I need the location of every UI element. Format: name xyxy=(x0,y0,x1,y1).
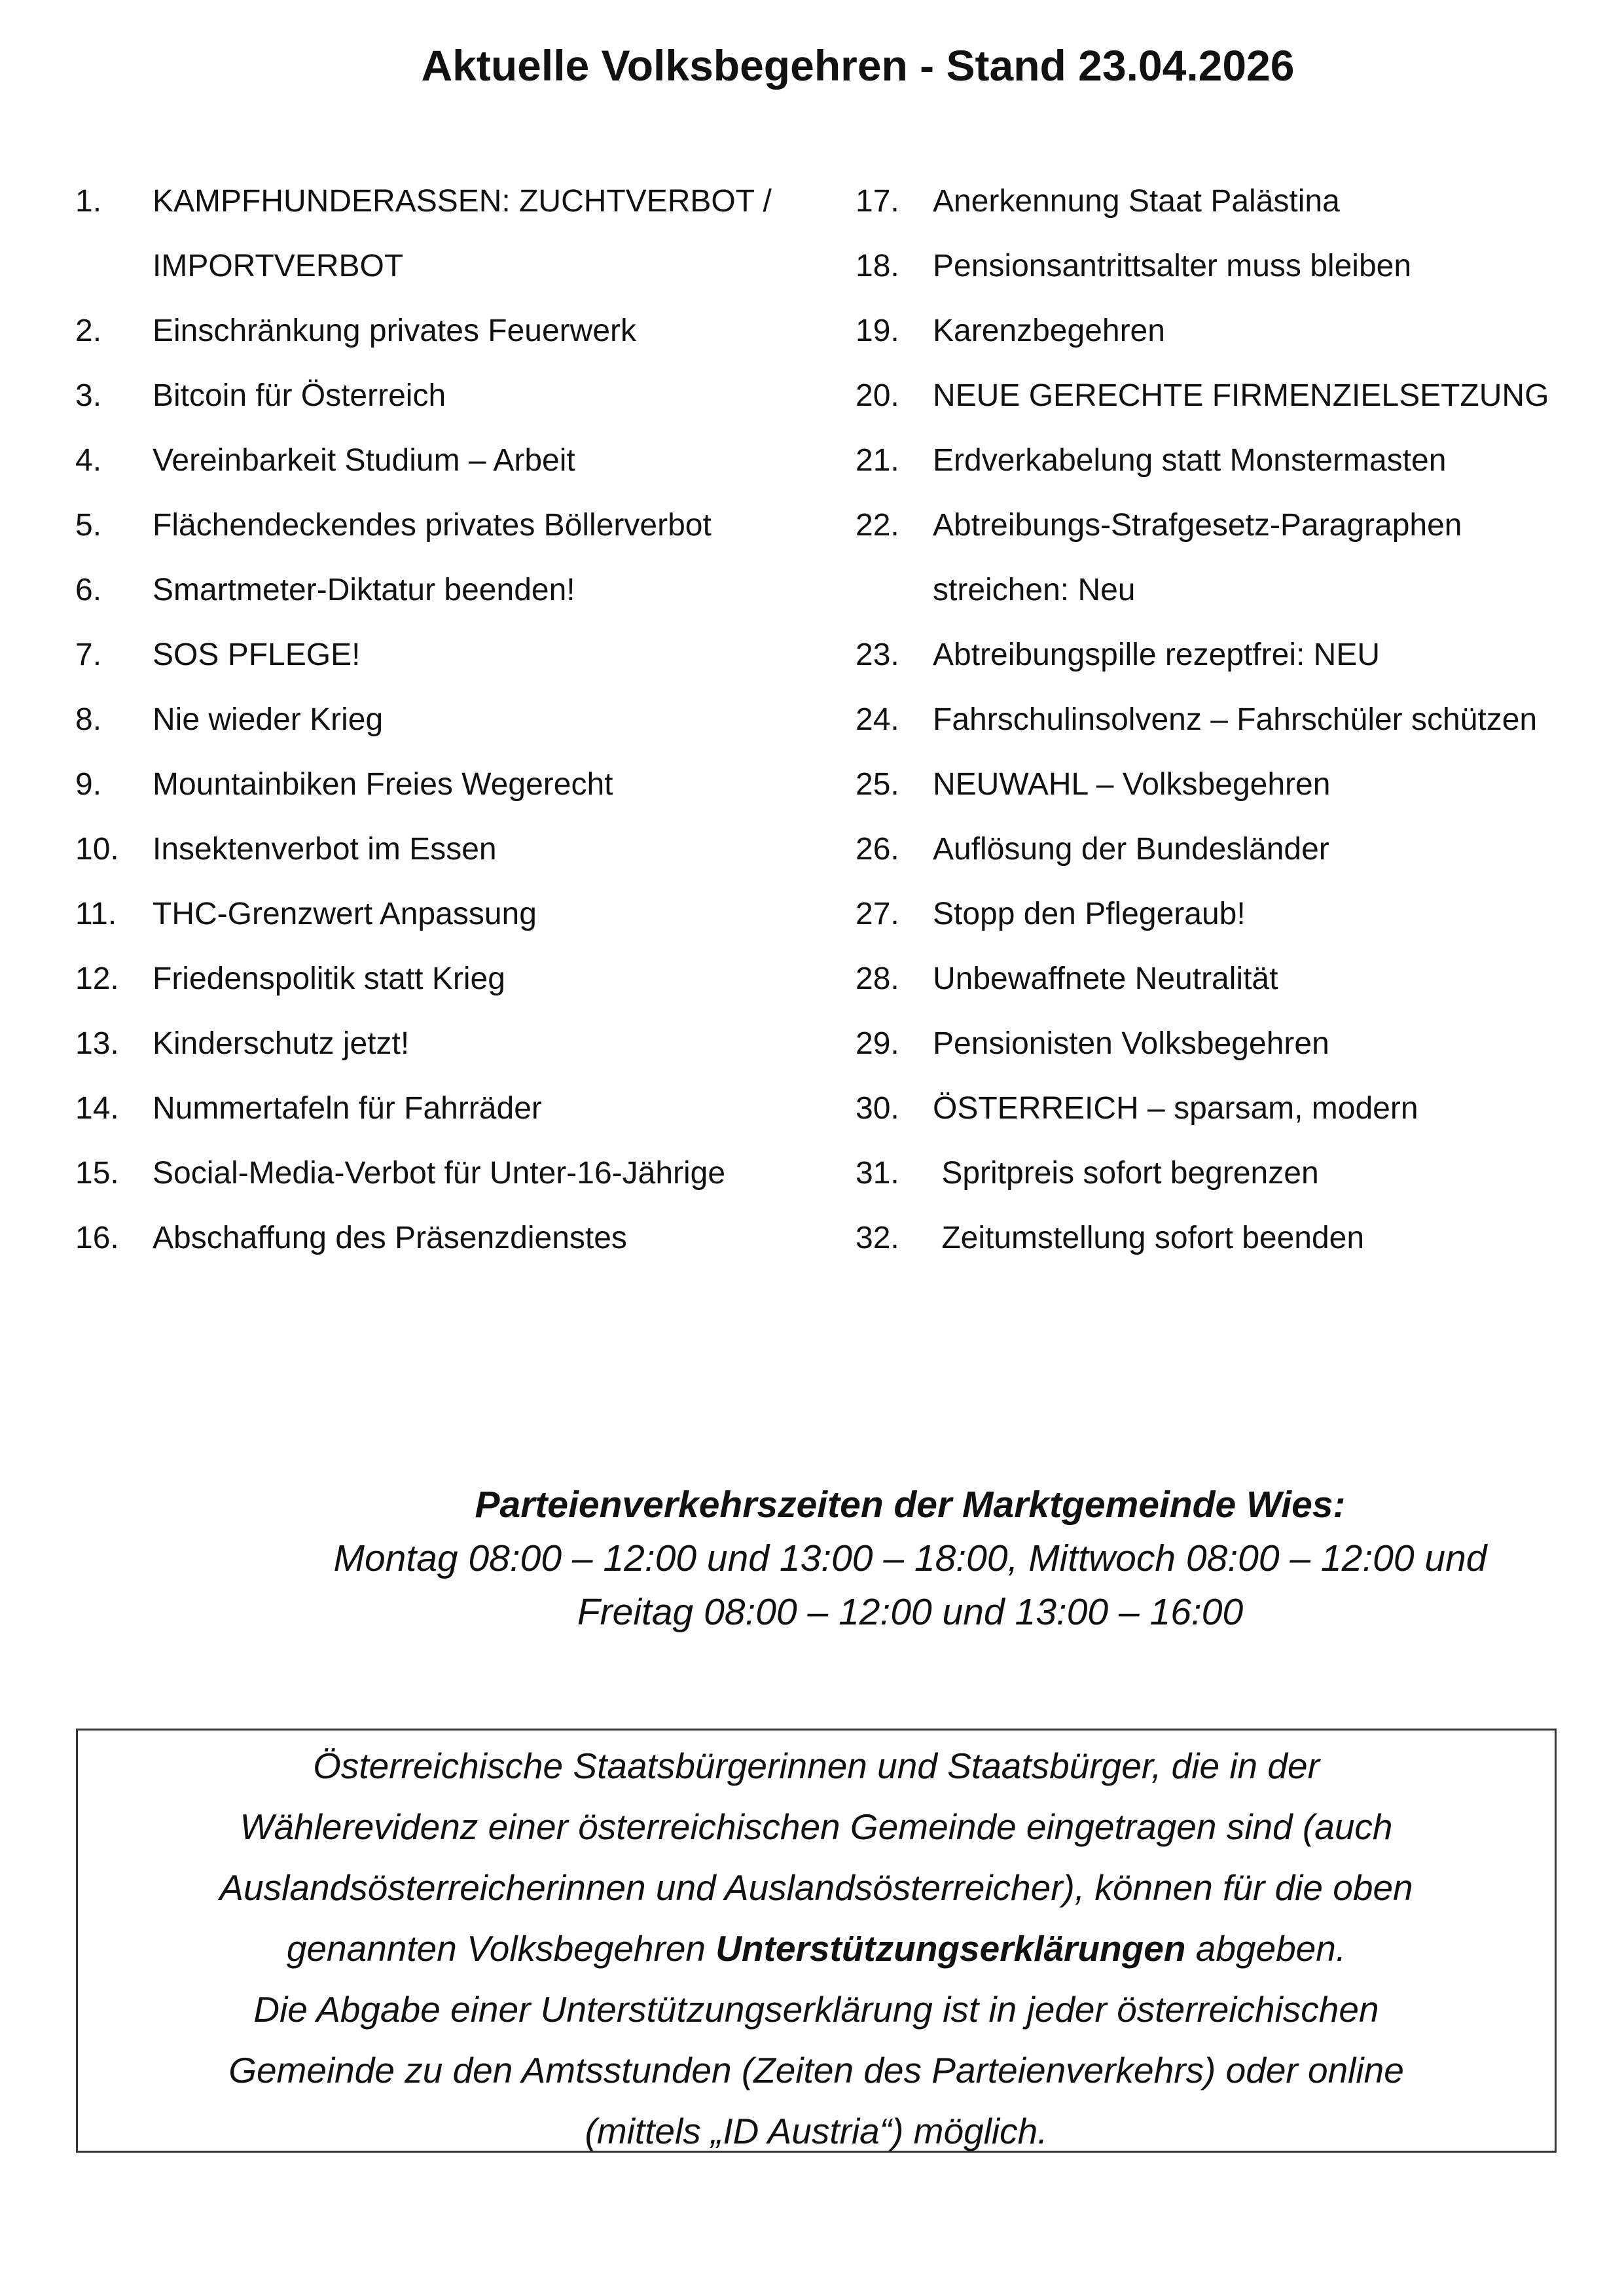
list-item xyxy=(75,882,821,946)
list-item xyxy=(75,428,821,493)
item-number: 4. xyxy=(75,443,102,478)
office-hours-line: Freitag 08:00 – 12:00 und 13:00 – 16:00 xyxy=(577,1591,1244,1633)
item-text: SOS PFLEGE! xyxy=(153,637,361,672)
list-item xyxy=(856,428,1608,493)
list-item xyxy=(75,1206,821,1270)
support-declaration-notice xyxy=(76,1729,1557,2153)
list-item xyxy=(856,1141,1608,1206)
item-number: 30. xyxy=(856,1091,899,1126)
item-text: Zeitumstellung sofort beenden xyxy=(933,1221,1365,1255)
notice-line: (mittels „ID Austria“) möglich. xyxy=(585,2111,1048,2151)
item-text: Auflösung der Bundesländer xyxy=(933,832,1329,867)
list-item xyxy=(75,298,821,363)
list-item xyxy=(856,234,1608,298)
item-number: 11. xyxy=(75,897,117,931)
notice-text: genannten Volksbegehren xyxy=(286,1928,716,1969)
item-text: Karenzbegehren xyxy=(933,314,1165,348)
item-number: 31. xyxy=(856,1156,899,1191)
item-number: 16. xyxy=(75,1221,119,1255)
list-item xyxy=(856,363,1608,428)
item-number: 14. xyxy=(75,1091,119,1126)
office-hours-line: Montag 08:00 – 12:00 und 13:00 – 18:00, Mittwoch 08:00 – 12:00 und xyxy=(333,1537,1487,1579)
item-number: 21. xyxy=(856,443,899,478)
list-item xyxy=(75,622,821,687)
item-number: 10. xyxy=(75,832,119,867)
notice-line: Auslandsösterreicherinnen und Auslandsösterreicher), können für die oben xyxy=(219,1867,1413,1908)
list-item xyxy=(856,298,1608,363)
item-number: 9. xyxy=(75,767,102,802)
item-number: 19. xyxy=(856,314,899,348)
notice-line: Wählerevidenz einer österreichischen Gemeinde eingetragen sind (auch xyxy=(240,1806,1393,1847)
item-number: 29. xyxy=(856,1026,899,1061)
item-text: Anerkennung Staat Palästina xyxy=(933,184,1340,219)
notice-text: abgeben. xyxy=(1185,1928,1346,1969)
item-text: Pensionsantrittsalter muss bleiben xyxy=(933,249,1412,283)
list-item xyxy=(856,946,1608,1011)
item-number: 18. xyxy=(856,249,899,283)
list-item xyxy=(856,493,1608,622)
list-item xyxy=(75,1011,821,1076)
item-text: Friedenspolitik statt Krieg xyxy=(153,961,505,996)
item-text: Flächendeckendes privates Böllerverbot xyxy=(153,508,712,543)
list-item xyxy=(856,1076,1608,1141)
item-text: Einschränkung privates Feuerwerk xyxy=(153,314,637,348)
list-item xyxy=(75,687,821,752)
notice-line: Die Abgabe einer Unterstützungserklärung ist in jeder österreichischen xyxy=(253,1989,1379,2030)
item-number: 24. xyxy=(856,702,899,737)
list-item xyxy=(856,752,1608,817)
volksbegehren-list-left xyxy=(75,169,821,1270)
item-text: Insektenverbot im Essen xyxy=(153,832,497,867)
list-item xyxy=(75,817,821,882)
list-item xyxy=(856,1206,1608,1270)
item-text: Nummertafeln für Fahrräder xyxy=(153,1091,542,1126)
list-item xyxy=(856,169,1608,234)
list-item xyxy=(75,169,821,298)
item-number: 22. xyxy=(856,508,899,543)
item-text: Abschaffung des Präsenzdienstes xyxy=(153,1221,627,1255)
item-text: Smartmeter-Diktatur beenden! xyxy=(153,573,575,607)
page-title: Aktuelle Volksbegehren - Stand 23.04.2026 xyxy=(421,41,1295,90)
list-item xyxy=(75,363,821,428)
item-number: 26. xyxy=(856,832,899,867)
office-hours xyxy=(196,1478,1624,1639)
item-number: 6. xyxy=(75,573,102,607)
office-hours-heading: Parteienverkehrszeiten der Marktgemeinde Wies: xyxy=(475,1484,1346,1526)
item-number: 12. xyxy=(75,961,119,996)
list-item xyxy=(856,687,1608,752)
notice-emphasis: Unterstützungserklärungen xyxy=(715,1928,1186,1969)
item-number: 20. xyxy=(856,378,899,413)
item-text: Bitcoin für Österreich xyxy=(153,378,446,413)
item-text: NEUE GERECHTE FIRMENZIELSETZUNG xyxy=(933,378,1549,413)
item-number: 2. xyxy=(75,314,102,348)
item-number: 23. xyxy=(856,637,899,672)
notice-line xyxy=(78,1918,1555,1979)
item-text: Unbewaffnete Neutralität xyxy=(933,961,1278,996)
item-number: 13. xyxy=(75,1026,119,1061)
item-number: 7. xyxy=(75,637,102,672)
item-text: Abtreibungs-Strafgesetz-Paragraphen streichen: Neu xyxy=(933,508,1462,607)
item-text: Mountainbiken Freies Wegerecht xyxy=(153,767,613,802)
item-number: 27. xyxy=(856,897,899,931)
item-number: 15. xyxy=(75,1156,119,1191)
item-number: 5. xyxy=(75,508,102,543)
list-item xyxy=(75,1141,821,1206)
item-text: Social-Media-Verbot für Unter-16-Jährige xyxy=(153,1156,726,1191)
item-text: Fahrschulinsolvenz – Fahrschüler schützen xyxy=(933,702,1538,737)
list-item xyxy=(75,752,821,817)
notice-line: Österreichische Staatsbürgerinnen und Staatsbürger, die in der xyxy=(313,1746,1320,1786)
item-text: Spritpreis sofort begrenzen xyxy=(933,1156,1319,1191)
item-number: 32. xyxy=(856,1221,899,1255)
list-item xyxy=(75,493,821,558)
list-item xyxy=(75,1076,821,1141)
list-item xyxy=(75,558,821,622)
item-text: Kinderschutz jetzt! xyxy=(153,1026,410,1061)
item-number: 1. xyxy=(75,184,102,219)
list-item xyxy=(856,817,1608,882)
item-number: 8. xyxy=(75,702,102,737)
item-number: 25. xyxy=(856,767,899,802)
item-text: KAMPFHUNDERASSEN: ZUCHTVERBOT / IMPORTVERBOT xyxy=(153,184,772,283)
list-item xyxy=(856,622,1608,687)
item-text: Erdverkabelung statt Monstermasten xyxy=(933,443,1447,478)
item-number: 3. xyxy=(75,378,102,413)
item-text: Abtreibungspille rezeptfrei: NEU xyxy=(933,637,1380,672)
list-item xyxy=(856,1011,1608,1076)
item-text: ÖSTERREICH – sparsam, modern xyxy=(933,1091,1418,1126)
item-text: Nie wieder Krieg xyxy=(153,702,384,737)
item-text: NEUWAHL – Volksbegehren xyxy=(933,767,1331,802)
item-text: THC-Grenzwert Anpassung xyxy=(153,897,537,931)
item-text: Pensionisten Volksbegehren xyxy=(933,1026,1329,1061)
notice-line: Gemeinde zu den Amtsstunden (Zeiten des Parteienverkehrs) oder online xyxy=(228,2050,1404,2090)
volksbegehren-list-right xyxy=(856,169,1608,1270)
item-number: 28. xyxy=(856,961,899,996)
item-number: 17. xyxy=(856,184,899,219)
item-text: Vereinbarkeit Studium – Arbeit xyxy=(153,443,575,478)
item-text: Stopp den Pflegeraub! xyxy=(933,897,1246,931)
list-item xyxy=(856,882,1608,946)
list-item xyxy=(75,946,821,1011)
